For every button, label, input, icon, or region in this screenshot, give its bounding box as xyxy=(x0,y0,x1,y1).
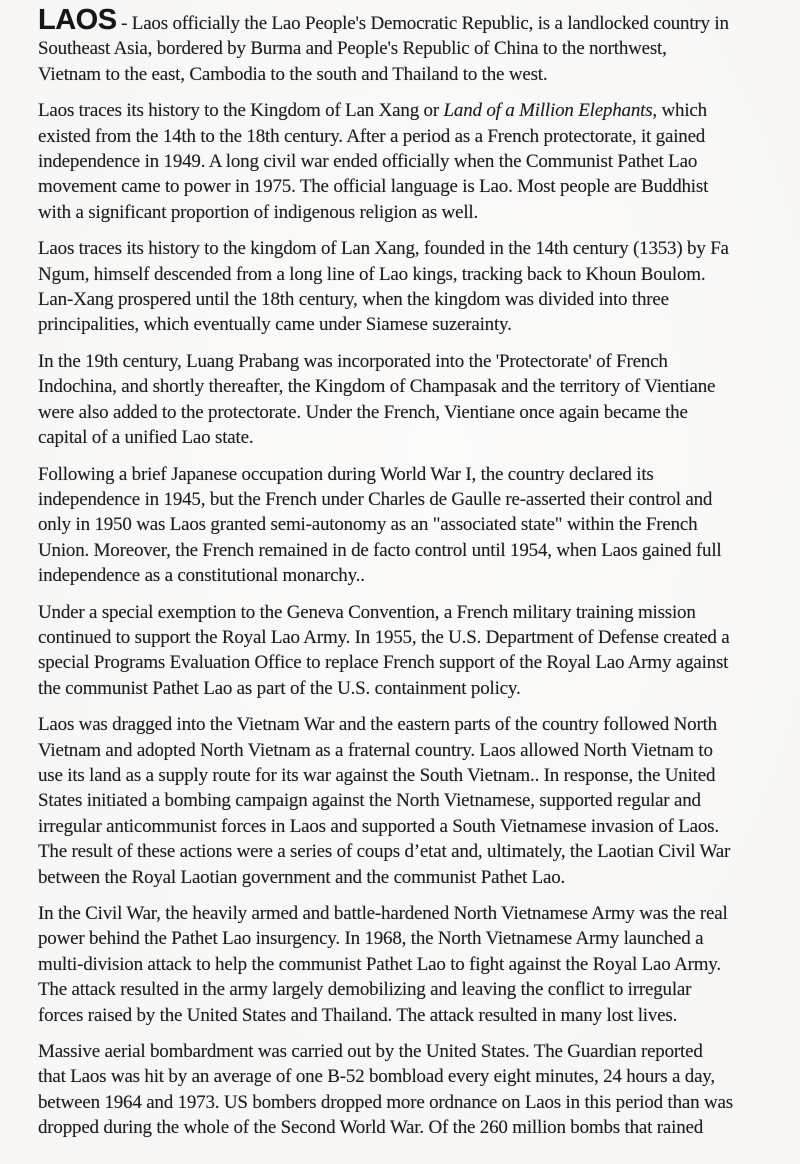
text-line xyxy=(38,538,780,563)
text-line xyxy=(38,349,780,374)
paragraph xyxy=(38,462,780,589)
text-segment: In the 19th century, Luang Prabang was incorporated into the 'Protectorate' of French xyxy=(38,350,668,372)
paragraph xyxy=(38,236,780,338)
text-line xyxy=(38,262,780,287)
text-line xyxy=(38,174,780,199)
text-line xyxy=(38,763,780,788)
paragraph xyxy=(38,712,780,890)
text-segment: that Laos was hit by an average of one B-52 bombload every eight minutes, 24 hours a day, xyxy=(38,1066,715,1088)
text-segment: Laos traces its history to the Kingdom of Lan Xang or xyxy=(38,100,444,122)
text-line xyxy=(38,952,780,977)
text-segment: Vietnam and adopted North Vietnam as a fraternal country. Laos allowed North Vietnam to xyxy=(38,739,713,761)
text-segment: movement came to power in 1975. The official language is Lao. Most people are Buddhist xyxy=(38,176,709,198)
text-line xyxy=(38,977,780,1002)
text-segment: the communist Pathet Lao as part of the U.S. containment policy. xyxy=(38,677,521,699)
paragraph xyxy=(38,901,780,1028)
text-segment: continued to support the Royal Lao Army. In 1955, the U.S. Department of Defense created a xyxy=(38,626,730,648)
text-line xyxy=(38,374,780,399)
text-segment: Union. Moreover, the French remained in de facto control until 1954, when Laos gained full xyxy=(38,539,722,561)
text-segment: independence as a constitutional monarchy.. xyxy=(38,565,365,587)
text-line xyxy=(38,600,780,625)
text-segment: Indochina, and shortly thereafter, the Kingdom of Champasak and the territory of Vientiane xyxy=(38,376,716,398)
text-segment: principalities, which eventually came under Siamese suzerainty. xyxy=(38,314,512,336)
text-line xyxy=(38,625,780,650)
paragraph xyxy=(38,98,780,225)
text-segment: existed from the 14th to the 18th century. After a period as a French protectorate, it gained xyxy=(38,125,706,147)
text-line xyxy=(38,839,780,864)
text-line xyxy=(38,650,780,675)
paragraph xyxy=(38,4,780,87)
text-segment: between 1964 and 1973. US bombers dropped more ordnance on Laos in this period than was xyxy=(38,1091,733,1113)
text-line xyxy=(38,1090,780,1115)
text-line xyxy=(38,738,780,763)
text-line xyxy=(38,36,780,61)
text-line xyxy=(38,1115,780,1140)
text-line xyxy=(38,425,780,450)
text-segment: capital of a unified Lao state. xyxy=(38,427,254,449)
text-segment: Under a special exemption to the Geneva Convention, a French military training mission xyxy=(38,601,696,623)
paragraph xyxy=(38,349,780,451)
text-segment: In the Civil War, the heavily armed and battle-hardened North Vietnamese Army was the real xyxy=(38,903,728,924)
text-segment: power behind the Pathet Lao insurgency. In 1968, the North Vietnamese Army launched a xyxy=(38,928,704,950)
text-line xyxy=(38,1003,780,1028)
text-line xyxy=(38,200,780,225)
page-title: LAOS xyxy=(38,4,117,36)
text-line xyxy=(38,712,780,737)
text-segment: between the Royal Laotian government and the communist Pathet Lao. xyxy=(38,866,566,888)
text-segment: The result of these actions were a series of coups d’etat and, ultimately, the Laotian Civil War xyxy=(38,841,731,863)
text-line xyxy=(38,487,780,512)
text-segment: Lan-Xang prospered until the 18th century, when the kingdom was divided into three xyxy=(38,289,669,311)
text-segment: independence in 1949. A long civil war ended officially when the Communist Pathet Lao xyxy=(38,151,698,173)
text-segment: Southeast Asia, bordered by Burma and People's Republic of China to the northwest, xyxy=(38,38,667,60)
text-segment: Land of a Million Elephants xyxy=(443,100,653,122)
text-segment: were also added to the protectorate. Under the French, Vientiane once again became the xyxy=(38,401,688,423)
text-segment: independence in 1945, but the French under Charles de Gaulle re-asserted their control and xyxy=(38,488,713,510)
text-segment: use its land as a supply route for its war against the South Vietnam.. In response, the United xyxy=(38,764,716,786)
text-line xyxy=(38,149,780,174)
text-line xyxy=(38,676,780,701)
text-segment: Massive aerial bombardment was carried out by the United States. The Guardian reported xyxy=(38,1041,703,1063)
text-line xyxy=(38,4,780,36)
text-line xyxy=(38,236,780,261)
text-segment: only in 1950 was Laos granted semi-autonomy as an "associated state" within the French xyxy=(38,514,698,536)
text-line xyxy=(38,788,780,813)
text-segment: States initiated a bombing campaign against the North Vietnamese, supported regular and xyxy=(38,790,701,812)
text-segment: - Laos officially the Lao People's Democratic Republic, is a landlocked country in xyxy=(116,13,729,34)
text-segment: multi-division attack to help the communist Pathet Lao to fight against the Royal Lao Army. xyxy=(38,953,721,975)
text-line xyxy=(38,814,780,839)
text-line xyxy=(38,512,780,537)
paragraph xyxy=(38,600,780,702)
text-segment: forces raised by the United States and Thailand. The attack resulted in many lost lives. xyxy=(38,1004,678,1026)
text-segment: with a significant proportion of indigenous religion as well. xyxy=(38,201,479,223)
text-line xyxy=(38,62,780,87)
text-segment: Laos traces its history to the kingdom of Lan Xang, founded in the 14th century (1353) by Fa xyxy=(38,238,729,260)
text-segment: Following a brief Japanese occupation during World War I, the country declared its xyxy=(38,463,654,485)
text-line xyxy=(38,926,780,951)
text-line xyxy=(38,400,780,425)
text-line xyxy=(38,901,780,926)
text-line xyxy=(38,1064,780,1089)
text-segment: irregular anticommunist forces in Laos and supported a South Vietnamese invasion of Laos. xyxy=(38,815,719,837)
text-line xyxy=(38,98,780,123)
text-segment: special Programs Evaluation Office to replace French support of the Royal Lao Army against xyxy=(38,652,729,674)
text-segment: dropped during the whole of the Second World War. Of the 260 million bombs that rained xyxy=(38,1117,704,1139)
text-segment: The attack resulted in the army largely demobilizing and leaving the conflict to irregular xyxy=(38,979,692,1001)
text-line xyxy=(38,1039,780,1064)
text-segment: , which xyxy=(652,100,707,122)
text-line xyxy=(38,462,780,487)
paragraph xyxy=(38,1039,780,1141)
text-line xyxy=(38,563,780,588)
text-line xyxy=(38,865,780,890)
text-line xyxy=(38,312,780,337)
text-line xyxy=(38,287,780,312)
text-segment: Ngum, himself descended from a long line of Lao kings, tracking back to Khoun Boulom. xyxy=(38,263,706,285)
text-segment: Laos was dragged into the Vietnam War and the eastern parts of the country followed North xyxy=(38,714,717,736)
text-line xyxy=(38,124,780,149)
text-segment: Vietnam to the east, Cambodia to the south and Thailand to the west. xyxy=(38,63,548,85)
